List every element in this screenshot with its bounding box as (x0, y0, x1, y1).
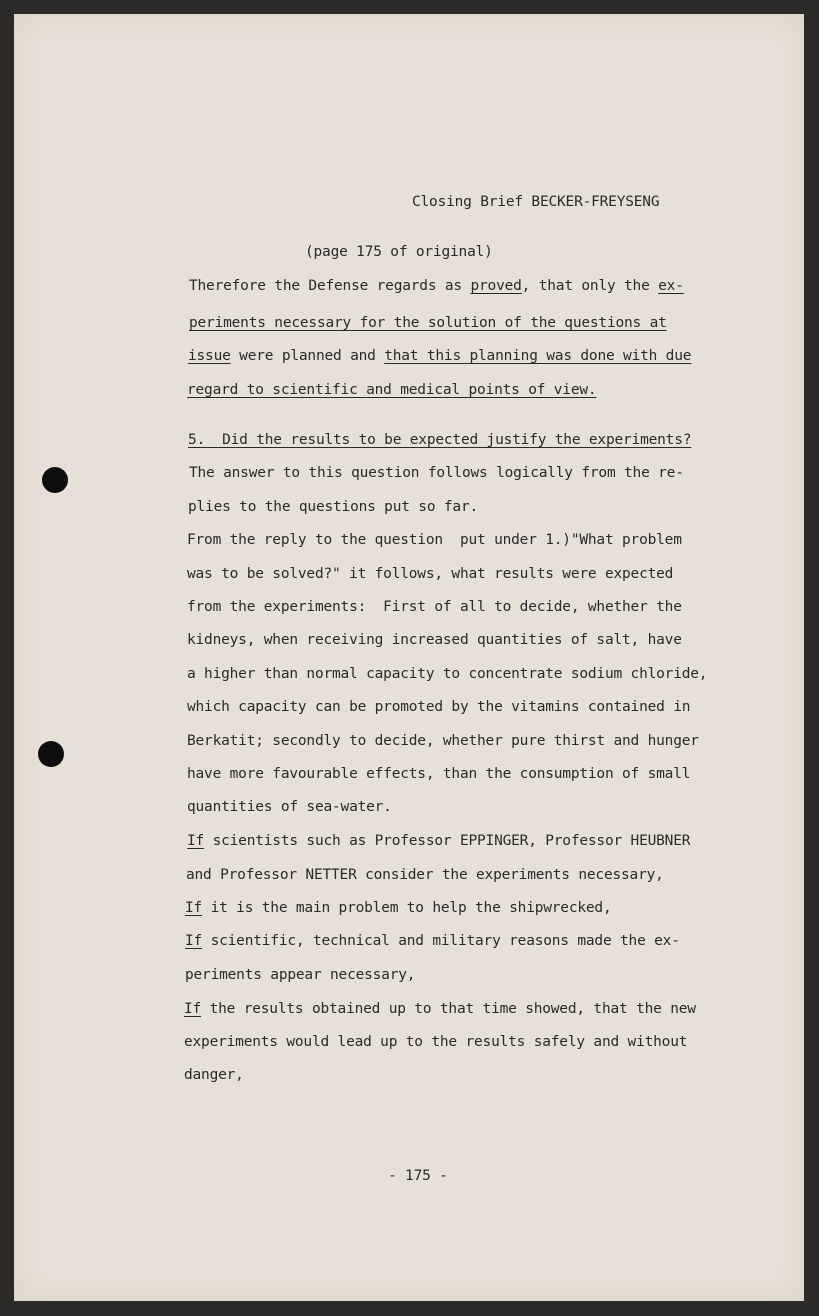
paragraph-line: regard to scientific and medical points of view. (187, 382, 597, 398)
paragraph-line: plies to the questions put so far. (188, 499, 479, 515)
paragraph-line: from the experiments: First of all to decide, whether the (187, 599, 682, 615)
condition-line: experiments would lead up to the results safely and without (184, 1034, 688, 1050)
paragraph-line: Berkatit; secondly to decide, whether pure thirst and hunger (187, 733, 699, 749)
paragraph-line: a higher than normal capacity to concentrate sodium chloride, (187, 666, 708, 682)
document-title: Closing Brief BECKER-FREYSENG (412, 194, 660, 210)
condition-line: If it is the main problem to help the shipwrecked, (185, 900, 612, 916)
page-reference: (page 175 of original) (305, 244, 493, 260)
paragraph-line: kidneys, when receiving increased quantities of salt, have (187, 632, 682, 648)
condition-line: If scientific, technical and military reasons made the ex- (185, 933, 680, 949)
paragraph-line: which capacity can be promoted by the vitamins contained in (187, 699, 691, 715)
paragraph-line: From the reply to the question put under 1.)"What problem (187, 532, 682, 548)
paragraph-line: was to be solved?" it follows, what results were expected (187, 566, 674, 582)
paragraph-line: Therefore the Defense regards as proved, that only the ex- (189, 278, 684, 294)
condition-line: danger, (184, 1067, 244, 1083)
paragraph-line: periments necessary for the solution of the questions at (189, 315, 667, 331)
condition-line: periments appear necessary, (185, 967, 416, 983)
paragraph-line: The answer to this question follows logically from the re- (189, 465, 684, 481)
paragraph-line: issue were planned and that this planning was done with due (188, 348, 692, 364)
punch-hole-top (42, 467, 68, 493)
page-number: - 175 - (388, 1168, 448, 1184)
section-heading: 5. Did the results to be expected justify the experiments? (188, 432, 692, 448)
paragraph-line: quantities of sea-water. (187, 799, 392, 815)
condition-line: If scientists such as Professor EPPINGER, Professor HEUBNER (187, 833, 691, 849)
document-page (14, 14, 804, 1301)
punch-hole-bottom (38, 741, 64, 767)
condition-line: If the results obtained up to that time showed, that the new (184, 1001, 696, 1017)
paragraph-line: have more favourable effects, than the consumption of small (187, 766, 691, 782)
condition-line: and Professor NETTER consider the experiments necessary, (186, 867, 664, 883)
